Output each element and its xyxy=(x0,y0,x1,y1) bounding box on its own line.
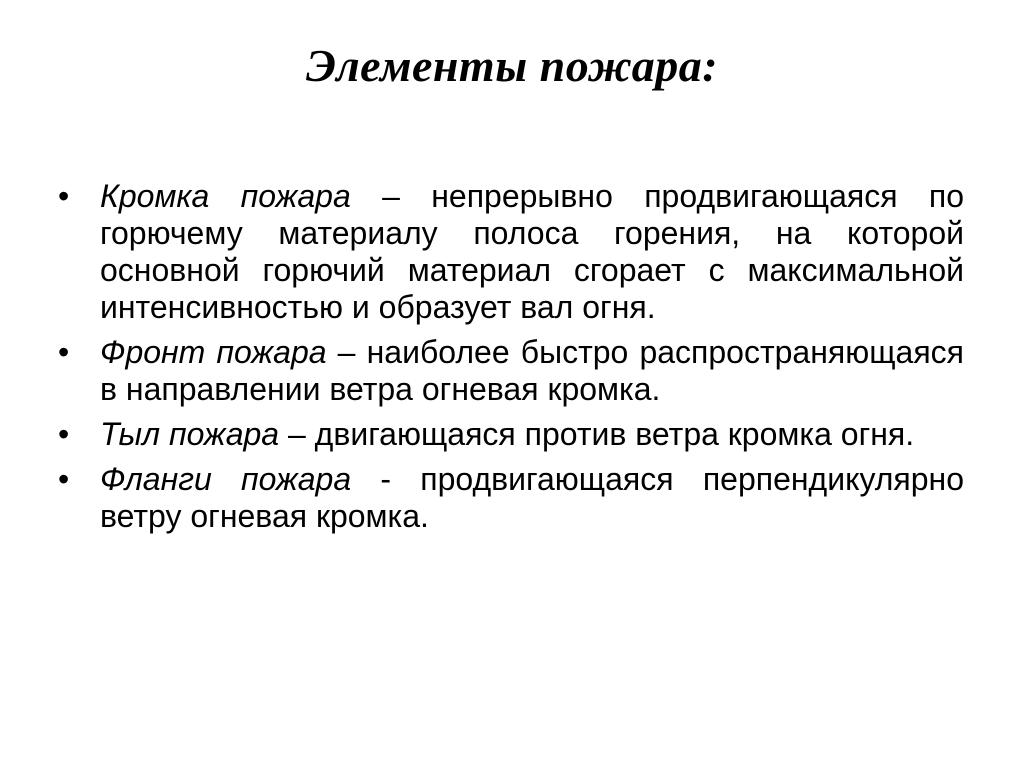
definition-fire-front: – наиболее быстро распространяющаяся в направлении ветра огневая кромка. xyxy=(100,334,965,407)
term-fire-flanks: Фланги пожара xyxy=(100,461,352,497)
definition-fire-flanks: - продвигающаяся перпендикулярно ветру огневая кромка. xyxy=(100,461,965,534)
term-fire-edge: Кромка пожара xyxy=(100,178,351,214)
definition-fire-edge: – непрерывно продвигающаяся по горючему материалу полоса горения, на которой основной горючий материал сгорает с максимальной интенсивностью и образует вал огня. xyxy=(100,178,965,325)
list-item-fire-front xyxy=(56,334,964,408)
bullet-icon: • xyxy=(58,461,70,497)
list-item-fire-flanks xyxy=(56,461,964,535)
bullet-icon: • xyxy=(58,416,70,452)
definition-fire-rear: – двигающаяся против ветра кромка огня. xyxy=(279,416,915,452)
term-fire-front: Фронт пожара xyxy=(100,334,327,370)
list-item-fire-rear xyxy=(56,416,964,453)
list-item-fire-edge xyxy=(56,178,964,326)
bullet-icon: • xyxy=(58,178,70,214)
bullet-icon: • xyxy=(58,334,70,370)
term-fire-rear: Тыл пожара xyxy=(100,416,280,452)
slide-title: Элементы пожара: xyxy=(305,40,719,91)
bullet-list xyxy=(56,178,964,543)
